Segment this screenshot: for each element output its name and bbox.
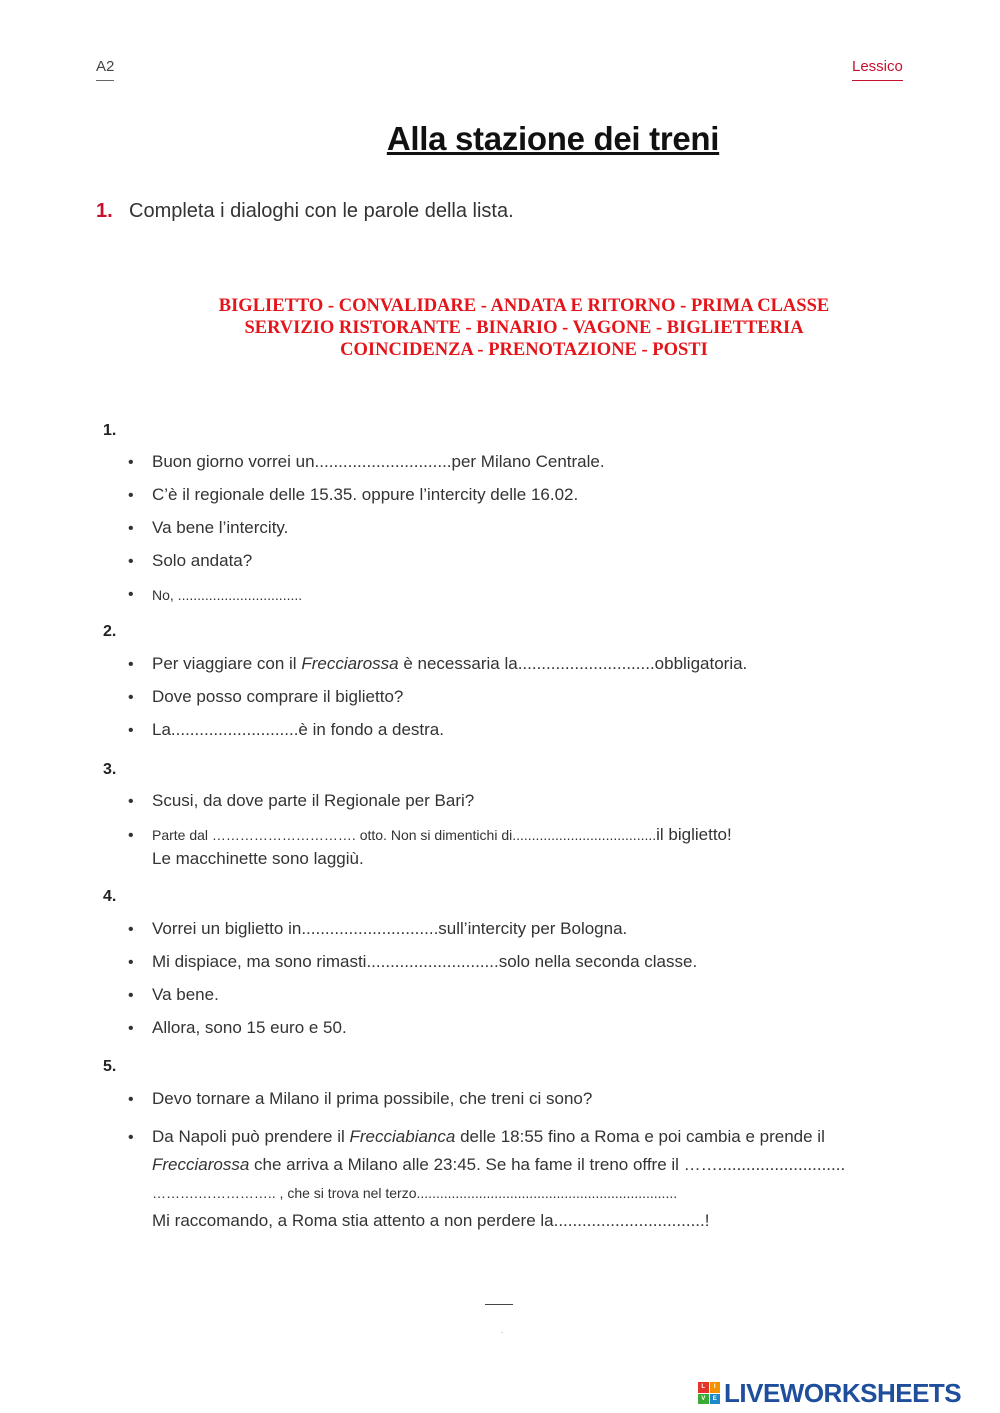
page-footer-line [485,1304,513,1305]
dialogue-line-continuation[interactable]: Mi raccomando, a Roma stia attento a non perdere la................................! [152,1211,710,1230]
text-part: è necessaria la.............................obbligatoria. [398,654,748,673]
bullet: • [128,722,134,739]
dialogue-line: Dove posso comprare il biglietto? [152,687,404,706]
bullet: • [128,487,134,504]
logo-text: LIVEWORKSHEETS [724,1377,962,1408]
dialogue-line[interactable]: Vorrei un biglietto in.............................sull’intercity per Bologna. [152,919,628,938]
dialogue-line: C’è il regionale delle 15.35. oppure l’intercity delle 16.02. [152,485,579,504]
bullet: • [128,1020,134,1037]
dialogue-line[interactable]: Buon giorno vorrei un.............................per Milano Centrale. [152,452,605,471]
bullet: • [128,689,134,706]
page-footer-dot: . [501,1326,504,1335]
bullet: • [128,520,134,537]
dialogue-line[interactable]: La...........................è in fondo a destra. [152,720,444,739]
dialogue-line[interactable]: No, ................................ [152,587,303,603]
word-list-line: BIGLIETTO - CONVALIDARE - ANDATA E RITORNO - PRIMA CLASSE [218,296,830,316]
page-title: Alla stazione dei treni [386,120,720,157]
text-part: il biglietto! [656,825,732,844]
bullet: • [128,954,134,971]
dialogue-line: Va bene l’intercity. [152,518,289,537]
dialogue-number: 2. [103,623,117,640]
bullet: • [128,454,134,471]
dialogue-line: Allora, sono 15 euro e 50. [152,1018,347,1037]
dialogue-line: Solo andata? [152,551,253,570]
dialogue-line-continuation: Le macchinette sono laggiù. [152,849,364,868]
dialogue-number: 1. [103,422,117,439]
exercise-number: 1. [96,200,113,222]
train-name: Frecciarossa [152,1155,250,1174]
train-name: Frecciarossa [301,654,399,673]
dialogue-line[interactable]: Mi dispiace, ma sono rimasti............................solo nella seconda classe. [152,952,698,971]
train-name: Frecciabianca [349,1127,456,1146]
dialogue-number: 3. [103,761,117,778]
text-part: Da Napoli può prendere il [152,1127,350,1146]
level-label: A2 [96,58,115,75]
word-list-line: COINCIDENZA - PRENOTAZIONE - POSTI [340,340,708,360]
bullet: • [128,553,134,570]
logo-letter: I [710,1382,721,1393]
bullet: • [128,827,134,844]
text-part: Parte dal …………………………. otto. Non si dimentichi di..................................... [152,827,657,843]
dialogue-line: Va bene. [152,985,219,1004]
word-list-line: SERVIZIO RISTORANTE - BINARIO - VAGONE - BIGLIETTERIA [244,318,804,338]
exercise-instruction: Completa i dialoghi con le parole della lista. [129,200,514,222]
liveworksheets-icon [698,1382,720,1404]
dialogue-line: Devo tornare a Milano il prima possibile, che treni ci sono? [152,1089,593,1108]
level-underline [96,80,114,81]
word-list [0,295,1000,361]
liveworksheets-logo[interactable] [698,1376,994,1410]
bullet: • [128,1129,134,1146]
logo-letter: E [710,1394,721,1405]
dialogue-line: Scusi, da dove parte il Regionale per Bari? [152,791,475,810]
logo-letter: L [698,1382,709,1393]
category-label: Lessico [852,58,903,75]
dialogue-line[interactable] [152,1127,825,1147]
dialogue-line-continuation[interactable]: ……….…………….. , che si trova nel terzo................................................................... [152,1185,678,1201]
bullet: • [128,586,134,603]
logo-letter: V [698,1394,709,1405]
text-part: che arriva a Milano alle 23:45. Se ha fame il treno offre il ……........................... [249,1155,846,1174]
category-underline [852,80,903,81]
dialogue-line-continuation[interactable] [152,1155,845,1175]
bullet: • [128,793,134,810]
text-part: Per viaggiare con il [152,654,302,673]
dialogue-line[interactable] [152,825,732,845]
bullet: • [128,1091,134,1108]
dialogue-line[interactable] [152,654,747,674]
bullet: • [128,921,134,938]
dialogue-number: 4. [103,888,117,905]
text-part: delle 18:55 fino a Roma e poi cambia e prende il [455,1127,825,1146]
dialogue-number: 5. [103,1058,117,1075]
bullet: • [128,656,134,673]
bullet: • [128,987,134,1004]
